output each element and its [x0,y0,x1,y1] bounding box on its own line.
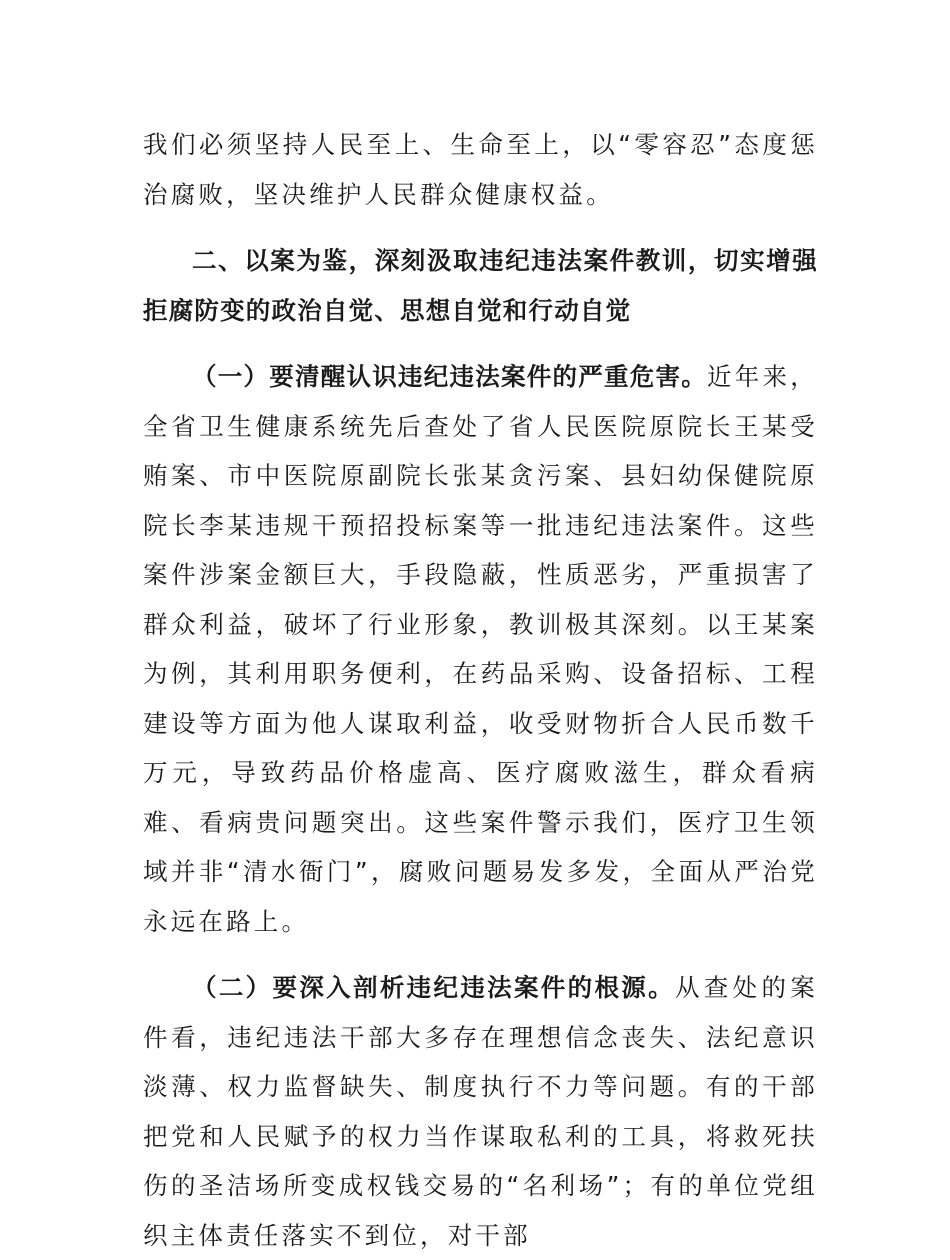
subsection-2-title: （二）要深入剖析违纪违法案件的根源。 [192,973,675,1002]
subsection-1-body: 近年来，全省卫生健康系统先后查处了省人民医院原院长王某受贿案、市中医院原副院长张某贪污案、县妇幼保健院原院长李某违规干预招投标案等一批违纪违法案件。这些案件涉案金额巨大，手段隐蔽，性质恶劣，严重损害了群众利益，破坏了行业形象，教训极其深刻。以王某案为例，其利用职务便利，在药品采购、设备招标、工程建设等方面为他人谋取利益，收受财物折合人民币数千万元，导致药品价格虚高、医疗腐败滋生，群众看病难、看病贵问题突出。这些案件警示我们，医疗卫生领域并非“清水衙门”，腐败问题易发多发，全面从严治党永远在路上。 [143,362,818,936]
subsection-2 [143,963,818,1260]
subsection-2-body: 从查处的案件看，违纪违法干部大多存在理想信念丧失、法纪意识淡薄、权力监督缺失、制度执行不力等问题。有的干部把党和人民赋予的权力当作谋取私利的工具，将救死扶伤的圣洁场所变成权钱交易的“名利场”；有的单位党组织主体责任落实不到位，对干部 [143,973,818,1250]
paragraph-intro: 我们必须坚持人民至上、生命至上，以“零容忍”态度惩治腐败，坚决维护人民群众健康权益。 [143,130,818,209]
subsection-1 [143,352,818,946]
subsection-1-title: （一）要清醒认识违纪违法案件的严重危害。 [192,362,708,391]
document-page [143,120,818,1260]
section-heading: 二、以案为鉴，深刻汲取违纪违法案件教训，切实增强拒腐防变的政治自觉、思想自觉和行动自觉 [143,246,818,325]
